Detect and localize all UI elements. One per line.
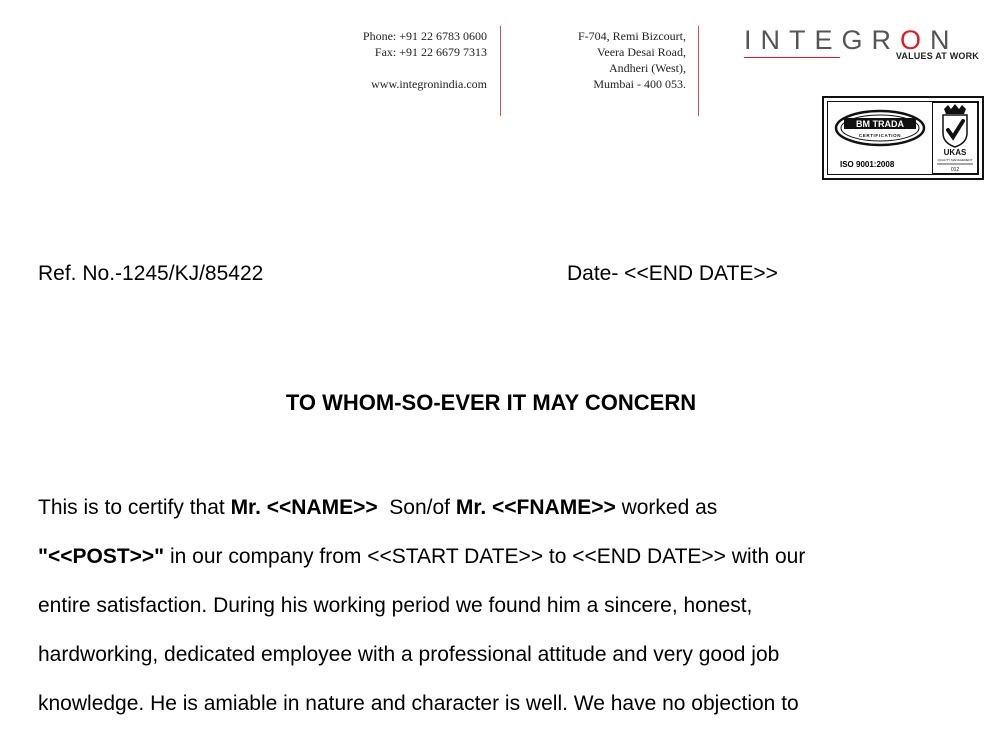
company-logo	[744, 25, 984, 61]
address-block	[540, 28, 686, 92]
ukas-mark	[932, 102, 978, 174]
svg-text:012: 012	[950, 167, 960, 173]
address-line: Veera Desai Road,	[597, 45, 686, 59]
brand-tagline: VALUES AT WORK	[895, 51, 979, 61]
brand-name: INTEGRON	[744, 25, 959, 55]
contact-info	[330, 28, 487, 92]
phone-number: Phone: +91 22 6783 0600	[362, 29, 487, 43]
website-link[interactable]: www.integronindia.com	[371, 77, 487, 91]
certification-badge	[822, 96, 984, 180]
svg-text:CERTIFICATION: CERTIFICATION	[858, 133, 902, 138]
address-line: Mumbai - 400 053.	[593, 77, 686, 91]
fax-number: Fax: +91 22 6679 7313	[374, 45, 487, 59]
paragraph-line: hardworking, dedicated employee with a professional attitude and very good job	[38, 643, 780, 666]
paragraph-line: "<<POST>>" in our company from <<START DATE>> to <<END DATE>> with our	[38, 545, 806, 568]
svg-text:UKAS: UKAS	[943, 148, 967, 157]
iso-standard: ISO 9001:2008	[840, 160, 895, 169]
divider-line	[500, 26, 501, 116]
svg-text:QUALITY MANAGEMENT: QUALITY MANAGEMENT	[937, 158, 973, 162]
svg-text:BM TRADA: BM TRADA	[856, 119, 904, 129]
divider-line	[698, 26, 699, 116]
certificate-paragraph	[38, 493, 978, 738]
paragraph-line: entire satisfaction. During his working period we found him a sincere, honest,	[38, 594, 753, 617]
address-line: F-704, Remi Bizcourt,	[578, 29, 686, 43]
reference-number: Ref. No.-1245/KJ/85422	[38, 262, 264, 285]
paragraph-line: knowledge. He is amiable in nature and character is well. We have no objection to	[38, 692, 799, 715]
bm-trada-logo	[830, 106, 930, 150]
paragraph-line: This is to certify that Mr. <<NAME>> Son/of Mr. <<FNAME>> worked as	[38, 496, 718, 519]
address-line: Andheri (West),	[608, 61, 686, 75]
letter-heading: TO WHOM-SO-EVER IT MAY CONCERN	[285, 390, 697, 415]
brand-rule	[744, 57, 840, 58]
letter-date: Date- <<END DATE>>	[567, 262, 778, 285]
